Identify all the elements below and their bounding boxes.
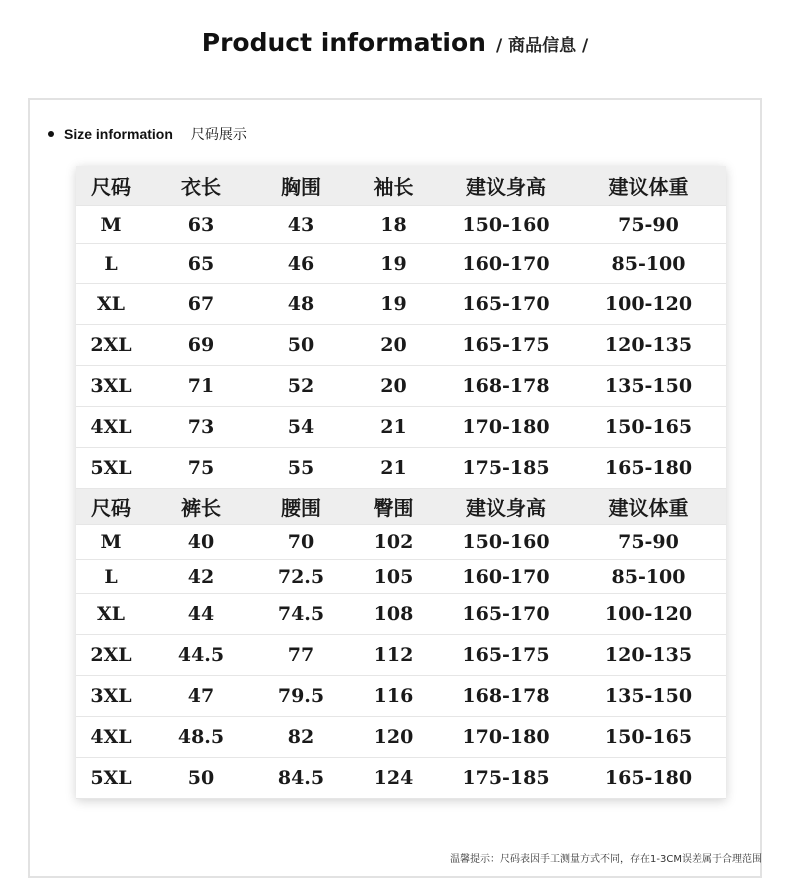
size-cell: M xyxy=(100,213,122,236)
value-cell: 165-175 xyxy=(462,644,550,666)
column-header: 建议身高 xyxy=(466,496,546,520)
column-header: 袖长 xyxy=(373,175,414,199)
value-cell: 124 xyxy=(373,767,414,789)
table-row xyxy=(76,325,726,366)
page-title-cn: / 商品信息 / xyxy=(495,36,589,56)
size-cell: 3XL xyxy=(90,685,132,707)
value-cell: 105 xyxy=(373,565,414,588)
value-cell: 48 xyxy=(287,293,315,315)
value-cell: 150-160 xyxy=(462,531,550,553)
bottom-size-table xyxy=(76,489,726,799)
value-cell: 84.5 xyxy=(277,767,325,789)
value-cell: 44 xyxy=(187,603,215,625)
size-cell: 4XL xyxy=(90,416,132,438)
value-cell: 40 xyxy=(187,531,215,553)
size-cell: 2XL xyxy=(90,334,132,356)
bullet-icon xyxy=(48,131,54,137)
value-cell: 19 xyxy=(380,252,407,275)
value-cell: 102 xyxy=(373,531,414,553)
table-row xyxy=(76,407,726,448)
column-header: 建议体重 xyxy=(608,175,689,199)
value-cell: 75 xyxy=(187,457,215,479)
value-cell: 74.5 xyxy=(277,603,325,625)
value-cell: 82 xyxy=(287,726,315,748)
value-cell: 150-165 xyxy=(604,726,693,748)
value-cell: 65 xyxy=(187,252,215,275)
size-cell: 5XL xyxy=(90,457,132,479)
value-cell: 73 xyxy=(187,416,215,438)
value-cell: 120-135 xyxy=(604,644,693,666)
value-cell: 50 xyxy=(187,767,215,789)
value-cell: 85-100 xyxy=(611,565,686,588)
table-row xyxy=(76,284,726,325)
measurement-note: 温馨提示：尺码表因手工测量方式不同，存在1-3CM误差属于合理范围 xyxy=(450,854,762,865)
value-cell: 70 xyxy=(287,531,315,553)
value-cell: 100-120 xyxy=(604,603,693,625)
size-chart xyxy=(76,166,726,799)
size-cell: XL xyxy=(96,603,126,625)
value-cell: 55 xyxy=(287,457,315,479)
column-header: 腰围 xyxy=(281,496,321,520)
table-header-row xyxy=(76,166,726,206)
table-row xyxy=(76,560,726,594)
size-cell: XL xyxy=(96,293,126,315)
value-cell: 120-135 xyxy=(604,334,693,356)
column-header: 胸围 xyxy=(281,175,321,199)
table-row xyxy=(76,635,726,676)
value-cell: 52 xyxy=(287,375,315,397)
value-cell: 112 xyxy=(373,644,414,666)
value-cell: 108 xyxy=(373,603,414,625)
value-cell: 69 xyxy=(187,334,215,356)
size-cell: 5XL xyxy=(90,767,132,789)
value-cell: 165-180 xyxy=(604,457,693,479)
value-cell: 21 xyxy=(380,457,407,479)
value-cell: 100-120 xyxy=(604,293,693,315)
value-cell: 18 xyxy=(380,213,407,236)
value-cell: 170-180 xyxy=(462,726,550,748)
size-cell: 3XL xyxy=(90,375,132,397)
column-header: 建议体重 xyxy=(608,496,689,520)
value-cell: 72.5 xyxy=(277,565,325,588)
size-cell: M xyxy=(100,531,122,553)
value-cell: 170-180 xyxy=(462,416,550,438)
value-cell: 75-90 xyxy=(618,213,679,236)
size-cell: 4XL xyxy=(90,726,132,748)
value-cell: 77 xyxy=(287,644,315,666)
value-cell: 63 xyxy=(187,213,215,236)
column-header: 尺码 xyxy=(91,496,131,520)
table-row xyxy=(76,758,726,799)
column-header: 衣长 xyxy=(181,175,221,199)
size-info-heading xyxy=(48,124,247,144)
value-cell: 160-170 xyxy=(462,252,550,275)
table-row xyxy=(76,676,726,717)
table-row xyxy=(76,525,726,560)
value-cell: 150-165 xyxy=(604,416,693,438)
value-cell: 43 xyxy=(287,213,315,236)
value-cell: 50 xyxy=(287,334,315,356)
top-size-table xyxy=(76,166,726,489)
value-cell: 165-175 xyxy=(462,334,550,356)
size-info-label: Size information xyxy=(64,126,173,142)
value-cell: 46 xyxy=(287,252,315,275)
value-cell: 135-150 xyxy=(604,685,693,707)
value-cell: 168-178 xyxy=(462,685,550,707)
value-cell: 175-185 xyxy=(462,767,550,789)
table-row xyxy=(76,717,726,758)
table-row xyxy=(76,206,726,244)
value-cell: 120 xyxy=(373,726,414,748)
page-title: Product information xyxy=(201,28,486,57)
value-cell: 20 xyxy=(380,375,407,397)
value-cell: 135-150 xyxy=(604,375,693,397)
size-cell: L xyxy=(104,565,118,588)
value-cell: 160-170 xyxy=(462,565,550,588)
table-row xyxy=(76,366,726,407)
column-header: 建议身高 xyxy=(466,175,546,199)
value-cell: 21 xyxy=(380,416,407,438)
value-cell: 116 xyxy=(373,685,414,707)
value-cell: 42 xyxy=(187,565,215,588)
table-row xyxy=(76,594,726,635)
page-header xyxy=(0,28,790,57)
table-row xyxy=(76,244,726,284)
column-header: 裤长 xyxy=(181,496,221,520)
value-cell: 175-185 xyxy=(462,457,550,479)
column-header: 尺码 xyxy=(91,175,131,199)
value-cell: 165-180 xyxy=(604,767,693,789)
column-header: 臀围 xyxy=(373,496,414,520)
value-cell: 67 xyxy=(187,293,215,315)
value-cell: 165-170 xyxy=(462,603,550,625)
value-cell: 150-160 xyxy=(462,213,550,236)
size-cell: L xyxy=(104,252,118,275)
size-cell: 2XL xyxy=(90,644,132,666)
value-cell: 85-100 xyxy=(611,252,686,275)
value-cell: 168-178 xyxy=(462,375,550,397)
value-cell: 165-170 xyxy=(462,293,550,315)
value-cell: 48.5 xyxy=(177,726,225,748)
value-cell: 20 xyxy=(380,334,407,356)
value-cell: 44.5 xyxy=(177,644,225,666)
value-cell: 75-90 xyxy=(618,531,679,553)
value-cell: 79.5 xyxy=(277,685,325,707)
value-cell: 19 xyxy=(380,293,407,315)
table-row xyxy=(76,448,726,489)
value-cell: 54 xyxy=(287,416,315,438)
table-header-row xyxy=(76,489,726,525)
value-cell: 71 xyxy=(187,375,215,397)
size-info-label-cn: 尺码展示 xyxy=(190,127,247,143)
value-cell: 47 xyxy=(187,685,215,707)
